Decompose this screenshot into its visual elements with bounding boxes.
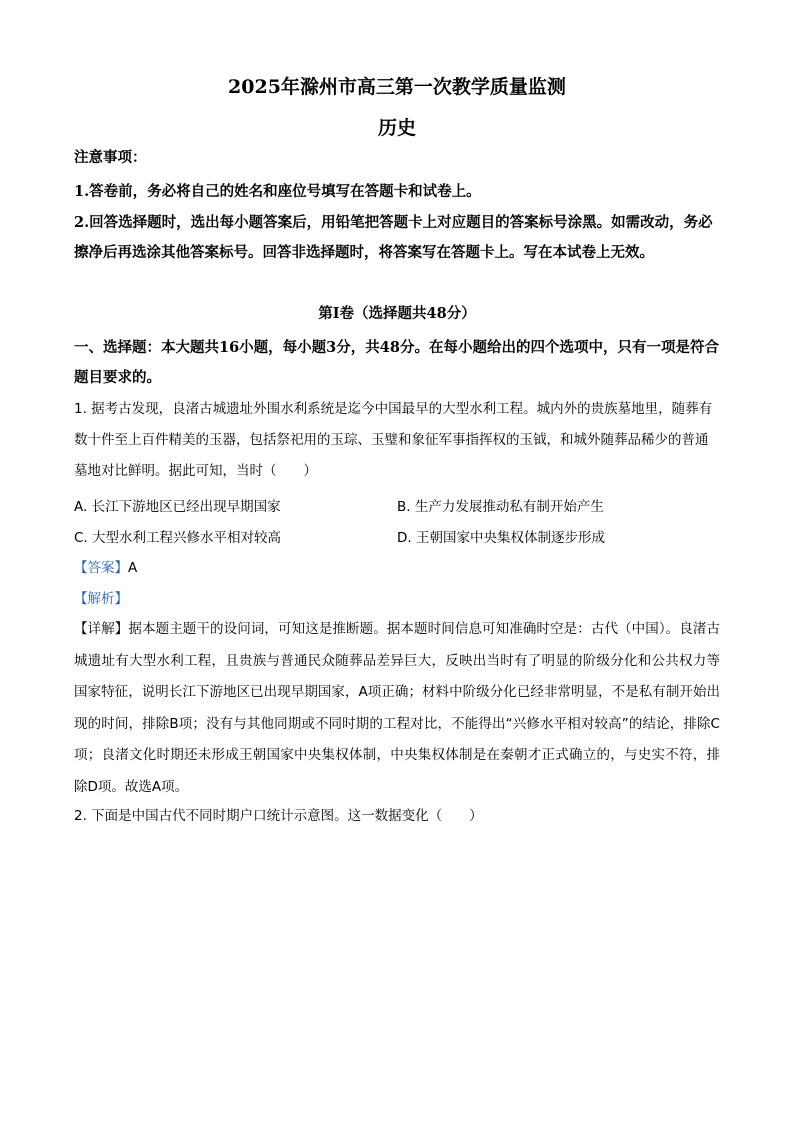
detail-paragraph: [74, 614, 720, 803]
question-1-stem: 1. 据考古发现，良渚古城遗址外围水利系统是迄今中国最早的大型水利工程。城内外的贵族墓地里，随葬有数十件至上百件精美的玉器，包括祭祀用的玉琮、玉璧和象征军事指挥权的玉钺，和城外随葬品稀少的普通墓地对比鲜明。据此可知，当时（ ）: [74, 401, 713, 479]
section-instruction: 一、选择题：本大题共16小题，每小题3分，共48分。在每小题给出的四个选项中，只有一项是符合题目要求的。: [74, 339, 719, 386]
question-1-option-a: A. 长江下游地区已经出现早期国家: [74, 499, 281, 515]
subject-title: 历史: [377, 117, 416, 139]
question-1-option-d: D. 王朝国家中央集权体制逐步形成: [397, 530, 605, 546]
answer-line: [74, 556, 137, 576]
detail-text: 据本题主题干的设问词，可知这是推断题。据本题时间信息可知准确时空是：古代（中国）。良渚古城遗址有大型水利工程，且贵族与普通民众随葬品差异巨大，反映出当时有了明显的阶级分化和公共权力等国家特征，说明长江下游地区已出现早期国家，A项正确；材料中阶级分化已经非常明显，不是私有制开始出现的时间，排除B项；没有与其他同期或不同时期的工程对比，不能得出“兴修水平相对较高”的结论，排除C项；良渚文化时期还未形成王朝国家中央集权体制，中央集权体制是在秦朝才正式确立的，与史实不符，排除D项。故选A项。: [74, 621, 721, 795]
question-2-stem: 2. 下面是中国古代不同时期户口统计示意图。这一数据变化（ ）: [74, 808, 483, 824]
detail-tag: 【详解】: [74, 621, 129, 637]
notice-item-1: 1.答卷前，务必将自己的姓名和座位号填写在答题卡和试卷上。: [74, 183, 481, 200]
analysis-line: [74, 587, 128, 607]
notice-item-2: 2.回答选择题时，选出每小题答案后，用铅笔把答题卡上对应题目的答案标号涂黑。如需改动，务必擦净后再选涂其他答案标号。回答非选择题时，将答案写在答题卡上。写在本试卷上无效。: [74, 214, 713, 261]
answer-value: A: [128, 560, 138, 576]
question-1-option-c: C. 大型水利工程兴修水平相对较高: [74, 530, 282, 546]
exam-title: 2025年滁州市高三第一次教学质量监测: [228, 76, 566, 98]
question-1-option-b: B. 生产力发展推动私有制开始产生: [397, 499, 604, 515]
answer-tag: 【答案】: [74, 560, 128, 576]
section-heading: 第Ⅰ卷（选择题共48分）: [318, 305, 476, 322]
analysis-tag: 【解析】: [74, 591, 128, 607]
notice-heading: 注意事项：: [74, 149, 147, 166]
